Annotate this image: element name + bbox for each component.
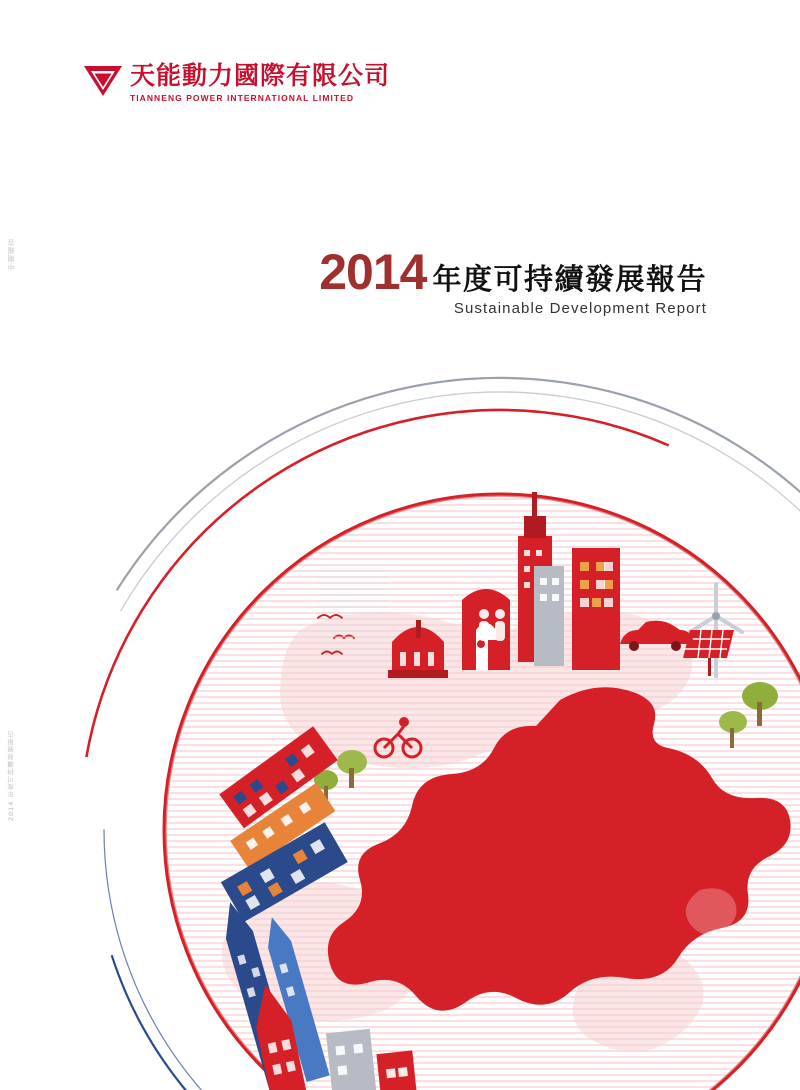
report-year: 2014 — [319, 244, 427, 300]
company-name-en: TIANNENG POWER INTERNATIONAL LIMITED — [130, 93, 355, 103]
tianneng-triangle-logo-icon — [82, 62, 124, 102]
report-title-cn: 年度可持續發展報告 — [432, 262, 707, 296]
globe-city-illustration — [0, 330, 800, 1090]
side-note-bottom: 2014 年度可持續發展報告 — [7, 730, 15, 822]
company-name-cn: 天能動力國際有限公司 — [130, 61, 391, 90]
cover-title — [319, 246, 707, 318]
side-note-top: 中期報告 — [7, 238, 15, 270]
report-title-en: Sustainable Development Report — [453, 300, 707, 317]
company-logo — [82, 62, 390, 104]
